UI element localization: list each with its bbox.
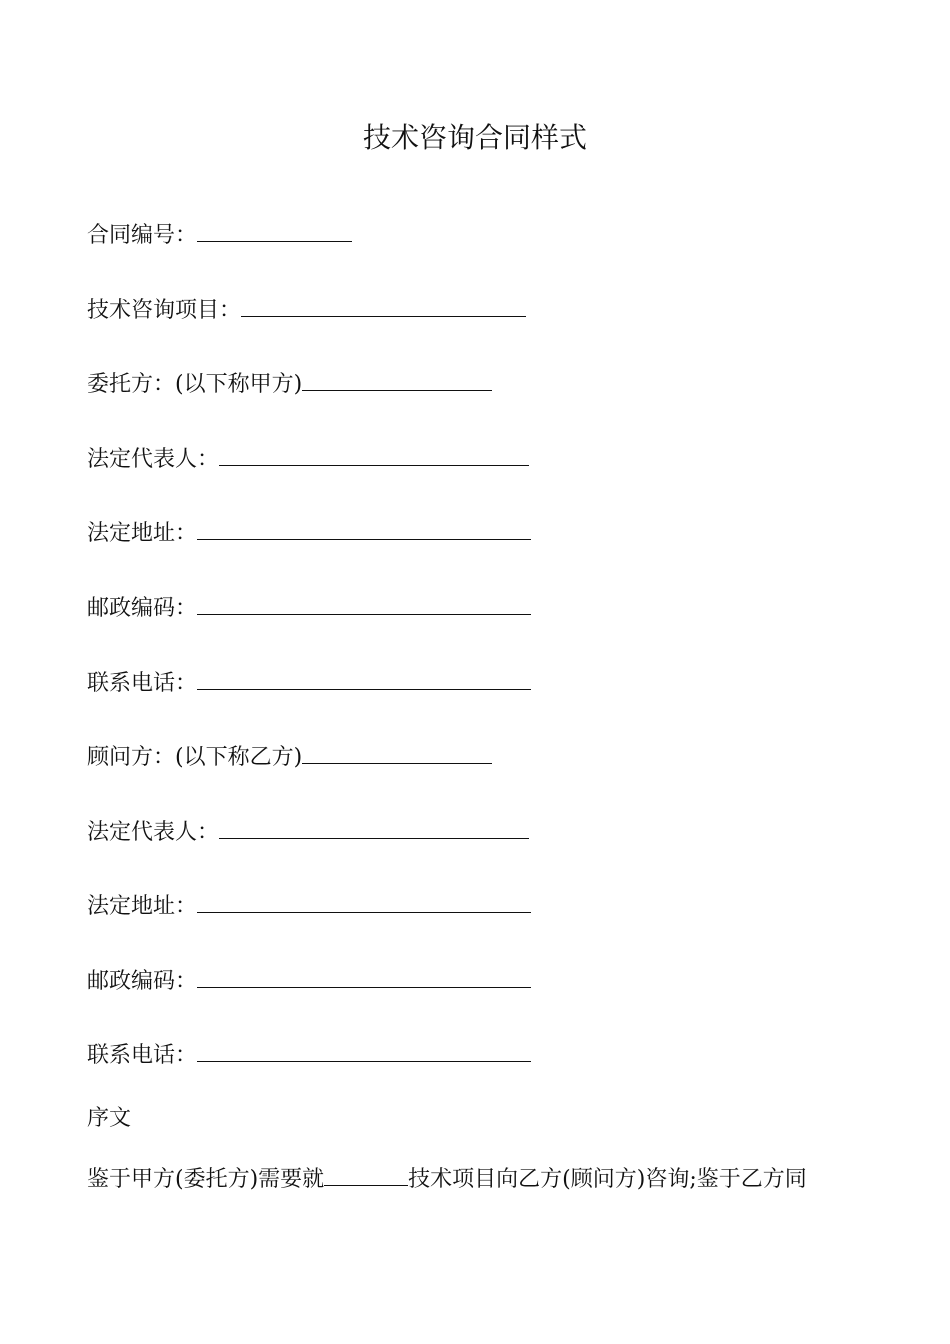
fill-blank[interactable] <box>197 594 531 615</box>
field-client-postcode <box>87 594 531 624</box>
field-label: 法定代表人： <box>87 820 220 845</box>
field-client-address <box>87 519 531 549</box>
fill-blank[interactable] <box>241 296 526 317</box>
field-label: 委托方：(以下称甲方) <box>87 372 303 397</box>
field-client-rep <box>87 445 529 475</box>
fill-blank[interactable] <box>219 445 529 466</box>
field-label: 顾问方：(以下称乙方) <box>87 745 303 770</box>
field-client <box>87 370 492 400</box>
fill-blank[interactable] <box>302 370 492 391</box>
fill-blank[interactable] <box>219 818 529 839</box>
preface-heading: 序文 <box>87 1106 132 1131</box>
field-label: 邮政编码： <box>87 969 198 994</box>
preface-paragraph <box>87 1165 807 1195</box>
fill-blank[interactable] <box>197 967 531 988</box>
fill-blank[interactable] <box>197 892 531 913</box>
fill-blank[interactable] <box>324 1165 408 1186</box>
field-label: 技术咨询项目： <box>87 298 242 323</box>
field-consultant-postcode <box>87 967 531 997</box>
field-consultant-phone <box>87 1041 531 1071</box>
field-label: 法定地址： <box>87 521 198 546</box>
document-title: 技术咨询合同样式 <box>362 121 587 154</box>
fill-blank[interactable] <box>197 221 352 242</box>
field-project <box>87 296 526 326</box>
fill-blank[interactable] <box>197 669 531 690</box>
field-label: 法定代表人： <box>87 447 220 472</box>
field-contract-no <box>87 221 352 251</box>
preface-text-start: 鉴于甲方(委托方)需要就 <box>87 1167 325 1192</box>
field-consultant-rep <box>87 818 529 848</box>
fill-blank[interactable] <box>302 743 492 764</box>
field-label: 邮政编码： <box>87 596 198 621</box>
field-label: 联系电话： <box>87 671 198 696</box>
field-consultant-address <box>87 892 531 922</box>
field-consultant <box>87 743 492 773</box>
fill-blank[interactable] <box>197 1041 531 1062</box>
field-label: 联系电话： <box>87 1043 198 1068</box>
field-label: 合同编号： <box>87 223 198 248</box>
preface-text-end: 技术项目向乙方(顾问方)咨询;鉴于乙方同 <box>408 1167 807 1192</box>
field-client-phone <box>87 669 531 699</box>
field-label: 法定地址： <box>87 894 198 919</box>
fill-blank[interactable] <box>197 519 531 540</box>
